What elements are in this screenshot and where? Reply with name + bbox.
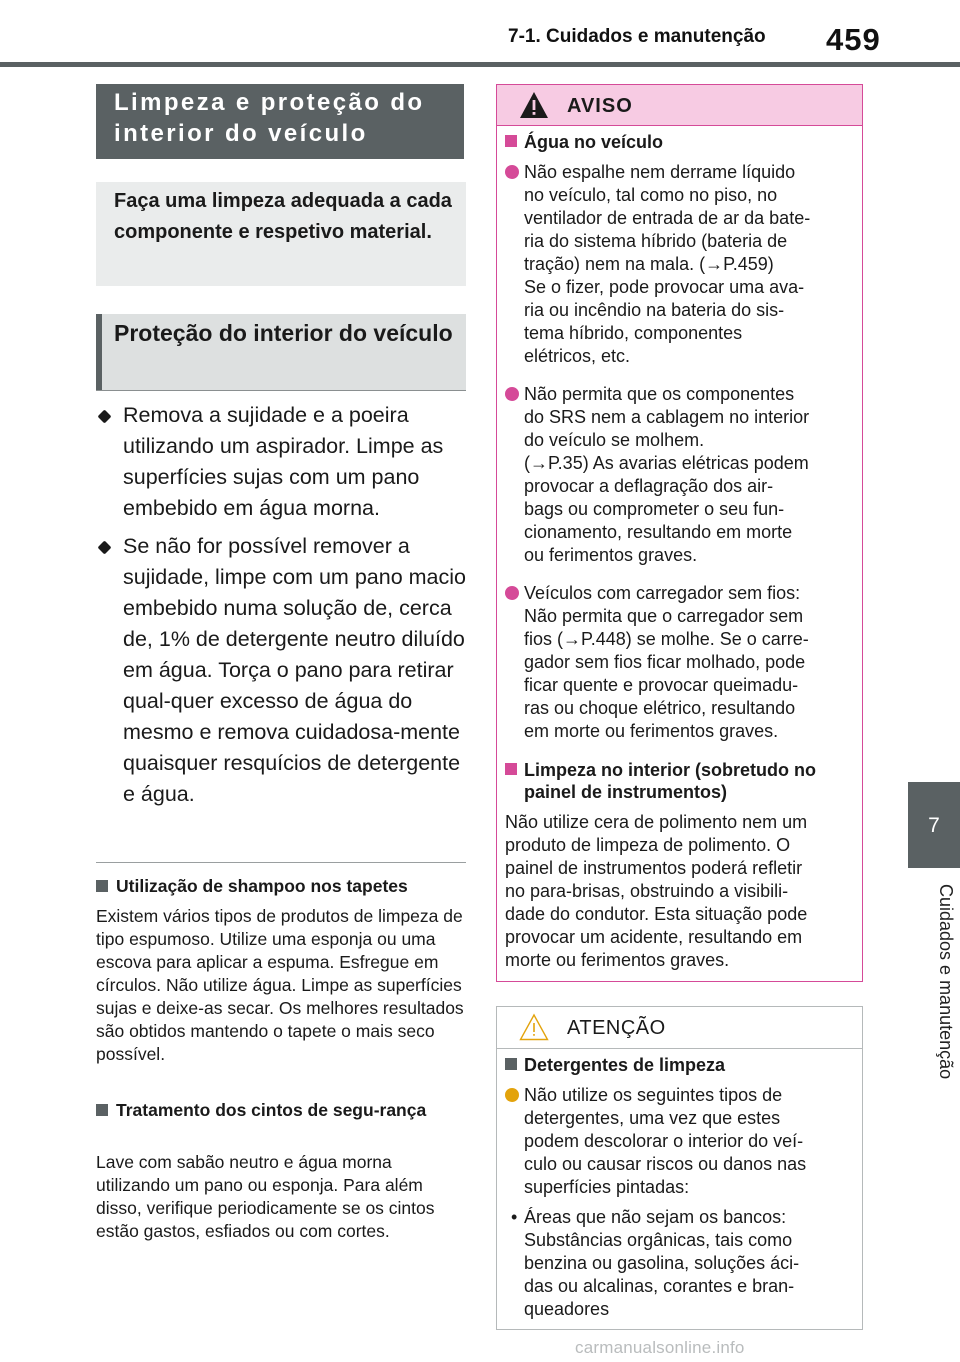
warning-item: Não espalhe nem derrame líquido no veículo, tal como no piso, no ventilador de entrada de ar da bate- ria do sistema híbrido (bateria de tração) nem na mala. (→P.459) Se o fizer, pode provocar uma ava- ria ou incêndio na bateria do sis- tema híbrido, componentes elétricos, etc. — [505, 161, 857, 368]
square-marker-icon — [505, 1058, 517, 1070]
subsection-rule — [96, 390, 466, 391]
warning-box — [496, 84, 863, 982]
watermark: carmanualsonline.info — [575, 1338, 745, 1357]
square-marker-icon — [96, 880, 108, 892]
section-divider — [96, 862, 466, 863]
bullet-icon — [97, 540, 111, 554]
warning-item: Veículos com carregador sem fios: Não permita que o carregador sem fios (→P.448) se molhe. Se o carre- gador sem fios ficar molhado, pode ficar quente e provocar queimadu- ras ou choque elétrico, resultando em morte ou ferimentos graves. — [505, 582, 857, 743]
warning-heading: Água no veículo — [505, 131, 855, 153]
square-marker-icon — [505, 135, 517, 147]
chapter-tab — [908, 782, 960, 868]
square-marker-icon — [96, 1104, 108, 1116]
warning-title: AVISO — [567, 95, 633, 117]
intro-text: Faça uma limpeza adequada a cada componente e respetivo material. — [96, 182, 466, 286]
square-marker-icon — [505, 763, 517, 775]
warning-text: Não utilize cera de polimento nem um produto de limpeza de polimento. O painel de instrumentos poderá refletir no para-brisas, obstruindo a visibili- dade do condutor. Esta situação pode provocar um acidente, resultando em morte ou ferimentos graves. — [505, 812, 808, 970]
bullet-icon — [97, 409, 111, 423]
list-item-text: Remova a sujidade e a poeira utilizando um aspirador. Limpe as superfícies sujas com um pano embebido em água morna. — [123, 403, 444, 520]
warning-heading: Limpeza no interior (sobretudo no painel de instrumentos) — [505, 759, 855, 803]
chapter-number: 7 — [928, 814, 940, 837]
list-item-text: Se não for possível remover a sujidade, limpe com um pano macio embebido numa solução de, cerca de, 1% de detergente neutro diluído em água. Torça o pano para retirar qual-quer excesso de água do mesmo e remova cuidadosa-mente quaisquer resquícios de detergente e água. — [123, 534, 466, 806]
section-title: 7-1. Cuidados e manutenção — [508, 26, 766, 47]
caution-header — [497, 1007, 862, 1049]
warning-item: Não permita que os componentes do SRS nem a cablagem no interior do veículo se molhem. (→P.35) As avarias elétricas podem provocar a deflagração dos air- bags ou comprometer o seu fun- cionamento, resultando em morte ou ferimentos graves. — [505, 383, 857, 567]
chapter-label: Cuidados e manutenção — [936, 884, 956, 1080]
main-title: Limpeza e proteção do interior do veículo — [96, 84, 464, 159]
caution-title: ATENÇÃO — [567, 1017, 666, 1039]
block-heading: Utilização de shampoo nos tapetes — [96, 876, 468, 897]
circle-bullet-icon — [505, 1088, 519, 1102]
caution-sub-item: • Áreas que não sejam os bancos: Substâncias orgânicas, tais como benzina ou gasolina, soluções áci- das ou alcalinas, corantes e bran- queadores — [511, 1207, 800, 1319]
list-item — [96, 531, 468, 810]
header-rule — [0, 62, 960, 67]
warning-triangle-icon — [519, 91, 549, 119]
caution-heading: Detergentes de limpeza — [505, 1054, 855, 1076]
warning-header — [497, 85, 862, 126]
caution-item: Não utilize os seguintes tipos de detergentes, uma vez que estes podem descolorar o interior do veí- culo ou causar riscos ou danos nas superfícies pintadas: — [505, 1084, 857, 1199]
page-number: 459 — [826, 22, 881, 57]
block-text: Lave com sabão neutro e água morna utilizando um pano ou esponja. Para além disso, verifique periodicamente se os cintos estão gastos, esfiados ou com cortes. — [96, 1152, 435, 1241]
block-text: Existem vários tipos de produtos de limpeza de tipo espumoso. Utilize uma esponja ou uma escova para aplicar a espuma. Esfregue em círculos. Não utilize água. Limpe as superfícies sujas e deixe-as secar. Os melhores resultados são obtidos mantendo o tapete o mais seco possível. — [96, 906, 464, 1064]
subsection-title: Proteção do interior do veículo — [96, 314, 466, 390]
circle-bullet-icon — [505, 165, 519, 179]
circle-bullet-icon — [505, 586, 519, 600]
block-heading: Tratamento dos cintos de segu-rança — [96, 1100, 468, 1121]
circle-bullet-icon — [505, 387, 519, 401]
dot-marker-icon: • — [511, 1207, 518, 1227]
caution-box — [496, 1006, 863, 1330]
caution-triangle-icon — [519, 1013, 549, 1041]
list-item — [96, 400, 468, 524]
